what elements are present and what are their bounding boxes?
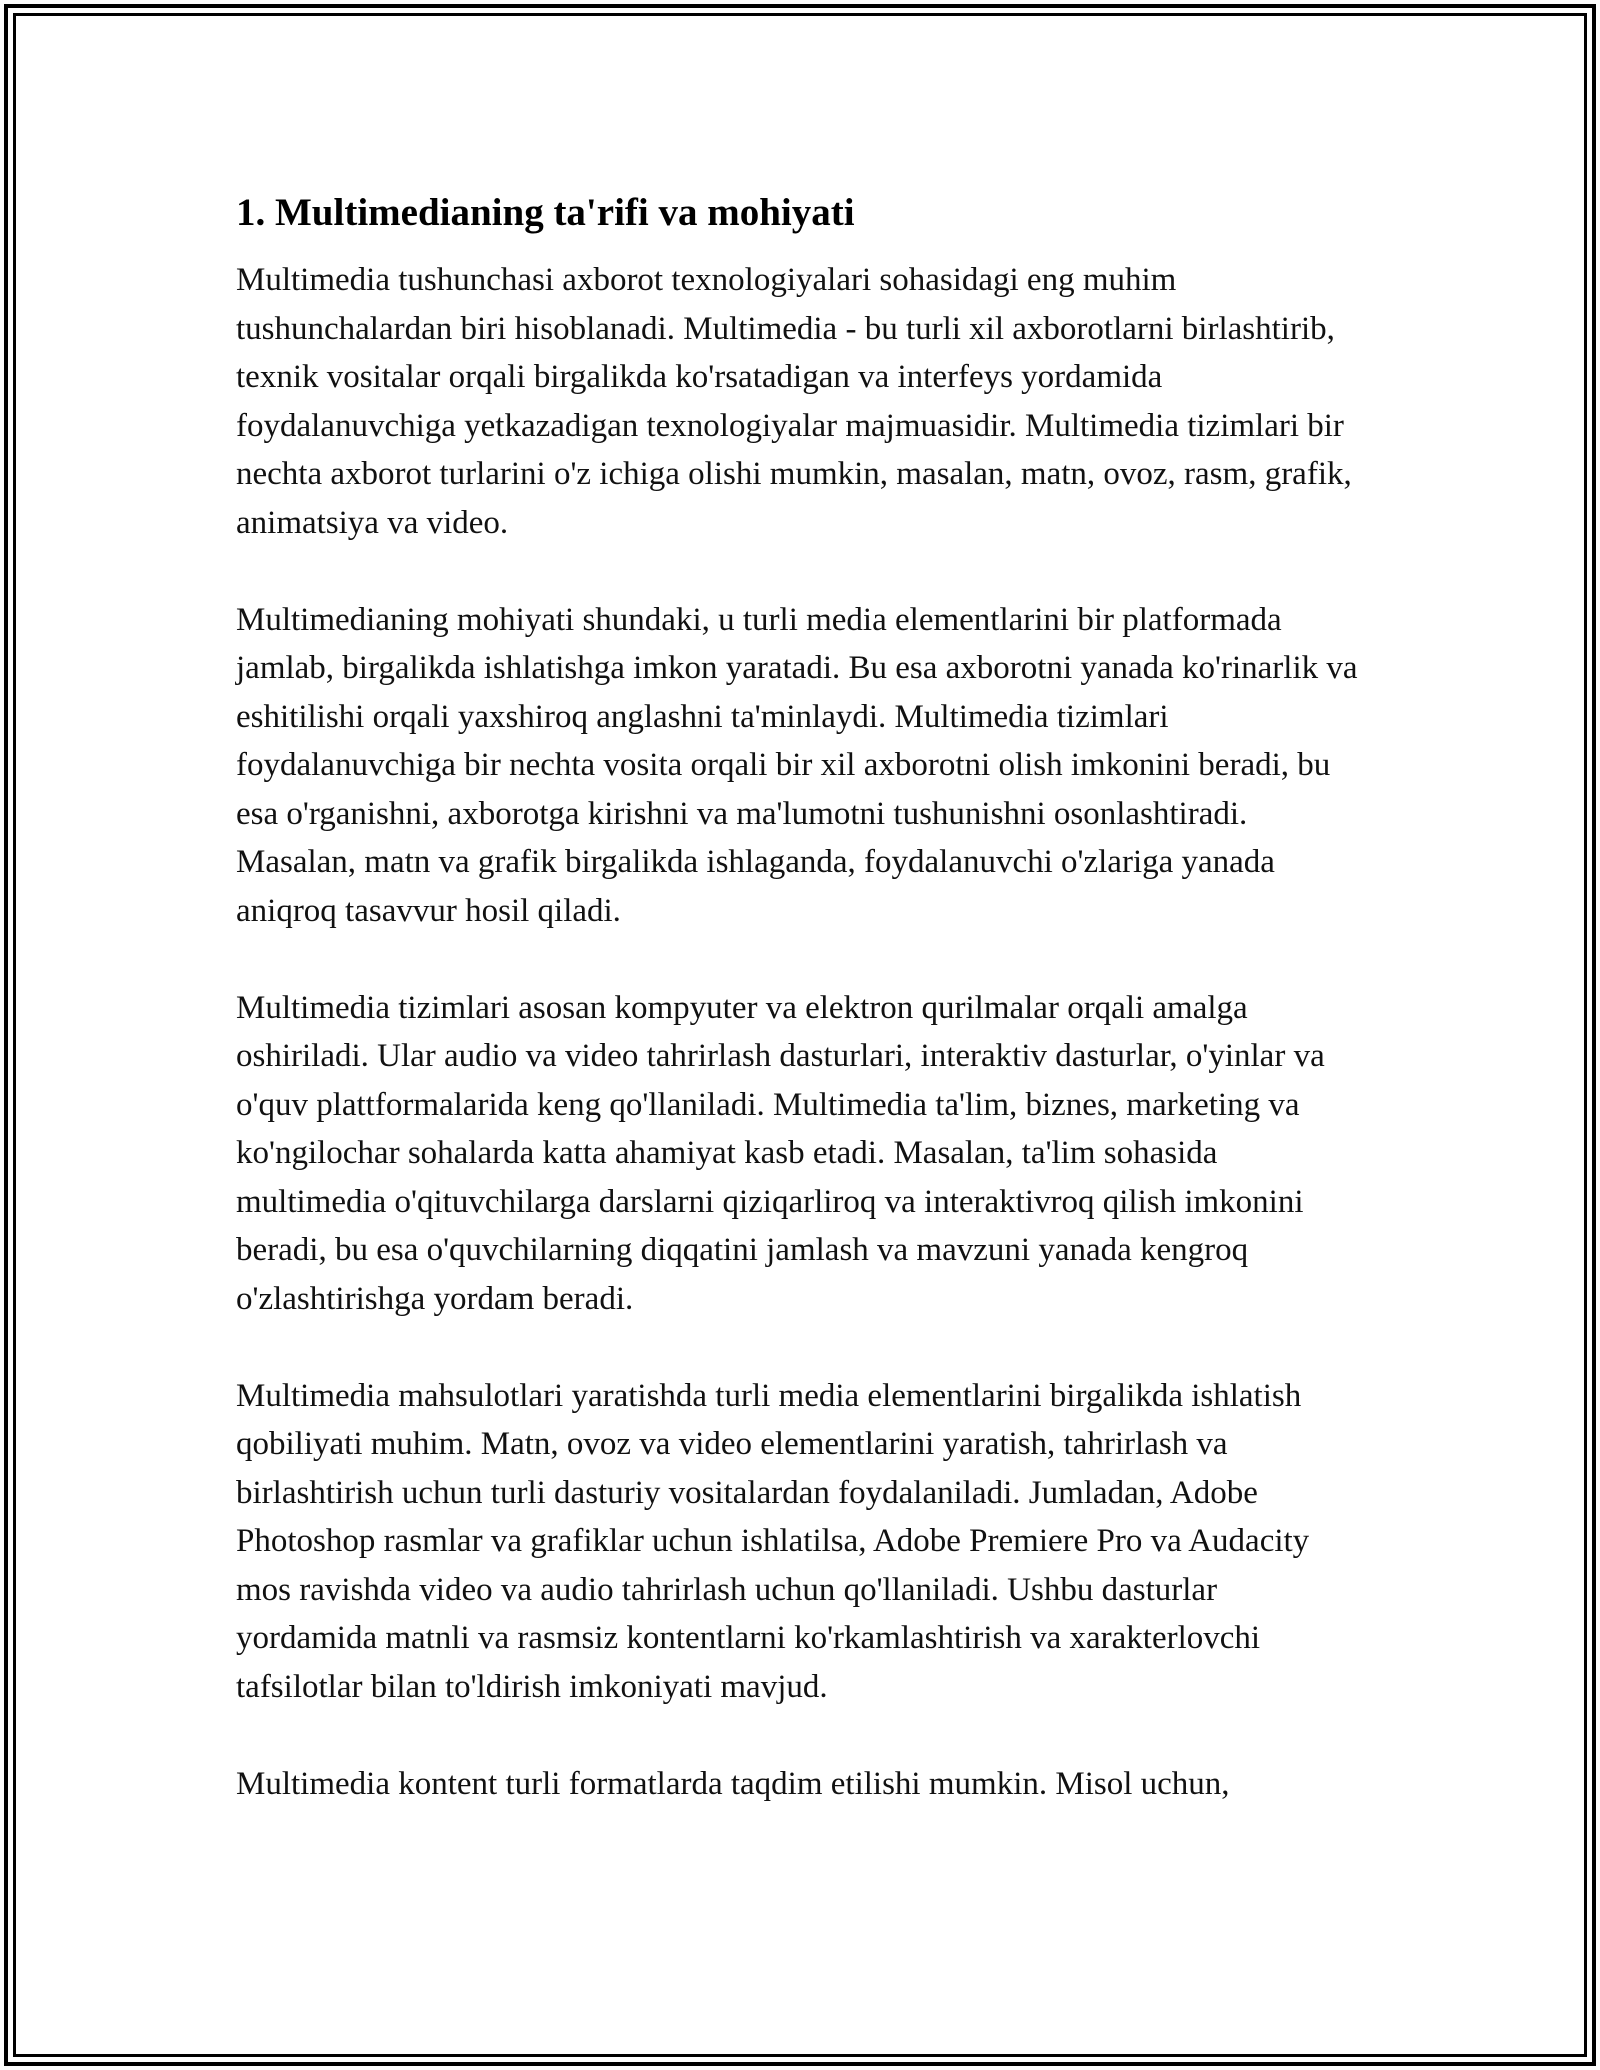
document-body xyxy=(236,188,1366,1808)
paragraph-applications: Multimedia tizimlari asosan kompyuter va elektron qurilmalar orqali amalga oshiriladi. Ular audio va video tahrirlash dasturlari, interaktiv dasturlar, o'yinlar va o'quv plattformalarida keng qo'llaniladi. Multimedia ta'lim, biznes, marketing va ko'ngilochar sohalarda katta ahamiyat kasb etadi. Masalan, ta'lim sohasida multimedia o'qituvchilarga darslarni qiziqarliroq va interaktivroq qilish imkonini beradi, bu esa o'quvchilarning diqqatini jamlash va mavzuni yanada kengroq o'zlashtirishga yordam beradi. xyxy=(236,989,1325,1317)
paragraph-definition: Multimedia tushunchasi axborot texnologiyalari sohasidagi eng muhim tushunchalardan biri hisoblanadi. Multimedia - bu turli xil axborotlarni birlashtirib, texnik vositalar orqali birgalikda ko'rsatadigan va interfeys yordamida foydalanuvchiga yetkazadigan texnologiyalar majmuasidir. Multimedia tizimlari bir nechta axborot turlarini o'z ichiga olishi mumkin, masalan, matn, ovoz, rasm, grafik, animatsiya va video. xyxy=(236,262,1352,541)
paragraph-tools: Multimedia mahsulotlari yaratishda turli media elementlarini birgalikda ishlatish qobiliyati muhim. Matn, ovoz va video elementlarini yaratish, tahrirlash va birlashtirish uchun turli dasturiy vositalardan foydalaniladi. Jumladan, Adobe Photoshop rasmlar va grafiklar uchun ishlatilsa, Adobe Premiere Pro va Audacity mos ravishda video va audio tahrirlash uchun qo'llaniladi. Ushbu dasturlar yordamida matnli va rasmsiz kontentlarni ko'rkamlashtirish va xarakterlovchi tafsilotlar bilan to'ldirish imkoniyati mavjud. xyxy=(236,1377,1310,1705)
paragraph-formats: Multimedia kontent turli formatlarda taqdim etilishi mumkin. Misol uchun, xyxy=(236,1765,1230,1802)
paragraph-essence: Multimedianing mohiyati shundaki, u turli media elementlarini bir platformada jamlab, birgalikda ishlatishga imkon yaratadi. Bu esa axborotni yanada ko'rinarlik va eshitilishi orqali yaxshiroq anglashni ta'minlaydi. Multimedia tizimlari foydalanuvchiga bir nechta vosita orqali bir xil axborotni olish imkonini beradi, bu esa o'rganishni, axborotga kirishni va ma'lumotni tushunishni osonlashtiradi. Masalan, matn va grafik birgalikda ishlaganda, foydalanuvchi o'zlariga yanada aniqroq tasavvur hosil qiladi. xyxy=(236,601,1358,929)
section-heading: 1. Multimedianing ta'rifi va mohiyati xyxy=(236,191,855,234)
